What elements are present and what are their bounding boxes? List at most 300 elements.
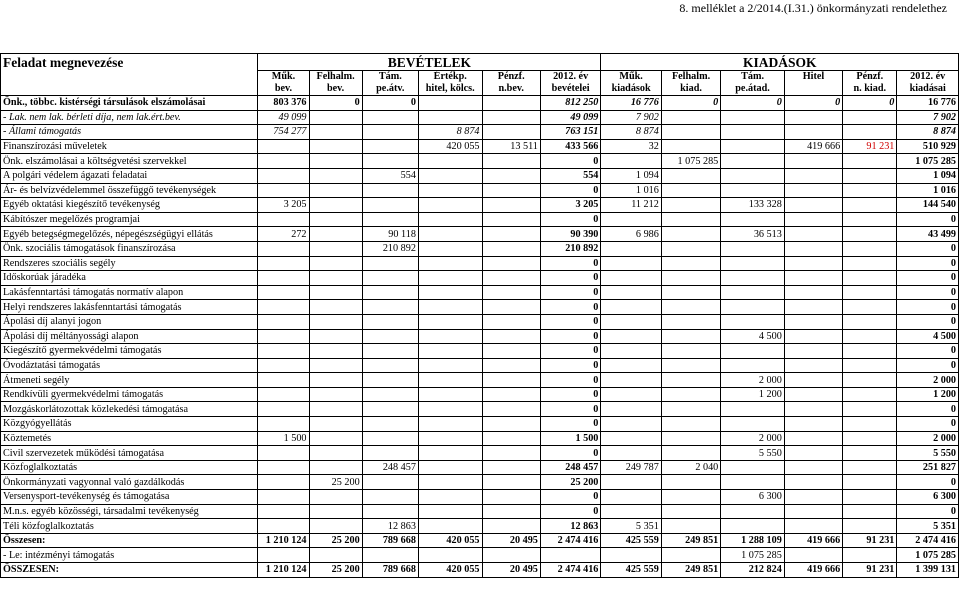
value-cell: 248 457: [540, 460, 601, 475]
table-row: [1, 154, 959, 169]
value-cell: 249 851: [661, 563, 720, 578]
value-cell: 8 874: [418, 125, 482, 140]
value-cell: [482, 431, 540, 446]
value-cell: 1 075 285: [897, 154, 959, 169]
value-cell: [661, 271, 720, 286]
value-cell: 91 231: [843, 563, 897, 578]
value-cell: [362, 110, 418, 125]
value-cell: [309, 504, 362, 519]
value-cell: 1 288 109: [721, 533, 785, 548]
table-row: [1, 373, 959, 388]
value-cell: 5 550: [721, 446, 785, 461]
value-cell: 0: [540, 490, 601, 505]
column-header-bottom: pe.átad.: [721, 83, 785, 96]
value-cell: [362, 300, 418, 315]
row-label: - Állami támogatás: [1, 125, 258, 140]
value-cell: [418, 154, 482, 169]
value-cell: [258, 344, 309, 359]
value-cell: 6 300: [897, 490, 959, 505]
table-row: [1, 227, 959, 242]
value-cell: [309, 227, 362, 242]
value-cell: [418, 329, 482, 344]
row-label: Mozgáskorlátozottak közlekedési támogatása: [1, 402, 258, 417]
value-cell: 144 540: [897, 198, 959, 213]
value-cell: [843, 344, 897, 359]
value-cell: [661, 490, 720, 505]
value-cell: [309, 387, 362, 402]
value-cell: [482, 110, 540, 125]
value-cell: [601, 212, 661, 227]
value-cell: [661, 285, 720, 300]
value-cell: [721, 300, 785, 315]
column-header-top: Hitel: [784, 71, 842, 84]
value-cell: [418, 168, 482, 183]
value-cell: [362, 256, 418, 271]
value-cell: [309, 329, 362, 344]
value-cell: [661, 241, 720, 256]
row-label: Óvodáztatási támogatás: [1, 358, 258, 373]
value-cell: [661, 519, 720, 534]
value-cell: [418, 212, 482, 227]
value-cell: [843, 271, 897, 286]
value-cell: [721, 519, 785, 534]
table-row: [1, 387, 959, 402]
value-cell: 0: [897, 271, 959, 286]
value-cell: [843, 402, 897, 417]
value-cell: 16 776: [601, 96, 661, 111]
value-cell: [258, 212, 309, 227]
value-cell: [482, 446, 540, 461]
value-cell: [482, 373, 540, 388]
value-cell: [309, 110, 362, 125]
value-cell: [309, 314, 362, 329]
table-row: [1, 504, 959, 519]
value-cell: [661, 168, 720, 183]
value-cell: [721, 256, 785, 271]
value-cell: [418, 344, 482, 359]
value-cell: 0: [540, 402, 601, 417]
value-cell: [721, 314, 785, 329]
value-cell: [309, 125, 362, 140]
value-cell: [661, 344, 720, 359]
value-cell: [843, 373, 897, 388]
value-cell: 2 474 416: [897, 533, 959, 548]
value-cell: [843, 314, 897, 329]
value-cell: [258, 358, 309, 373]
value-cell: [601, 490, 661, 505]
value-cell: [601, 417, 661, 432]
value-cell: 6 986: [601, 227, 661, 242]
value-cell: 4 500: [721, 329, 785, 344]
value-cell: 1 210 124: [258, 563, 309, 578]
value-cell: 1 399 131: [897, 563, 959, 578]
value-cell: [784, 519, 842, 534]
row-label: Közfoglalkoztatás: [1, 460, 258, 475]
value-cell: [601, 475, 661, 490]
value-cell: [258, 475, 309, 490]
value-cell: 419 666: [784, 139, 842, 154]
value-cell: [601, 431, 661, 446]
value-cell: 812 250: [540, 96, 601, 111]
value-cell: [784, 300, 842, 315]
value-cell: [418, 446, 482, 461]
value-cell: 0: [540, 212, 601, 227]
value-cell: 272: [258, 227, 309, 242]
column-header-top: Tám.: [721, 71, 785, 84]
table-row: [1, 431, 959, 446]
value-cell: 1 075 285: [661, 154, 720, 169]
value-cell: [309, 446, 362, 461]
value-cell: [843, 387, 897, 402]
value-cell: [784, 548, 842, 563]
value-cell: [784, 373, 842, 388]
row-label: Ár- és belvízvédelemmel összefüggő tevékenységek: [1, 183, 258, 198]
value-cell: [482, 300, 540, 315]
table-row: [1, 241, 959, 256]
value-cell: [661, 183, 720, 198]
value-cell: [843, 329, 897, 344]
value-cell: [418, 358, 482, 373]
value-cell: 420 055: [418, 533, 482, 548]
value-cell: 2 000: [721, 431, 785, 446]
budget-table: [0, 53, 959, 578]
expenditures-group-header: KIADÁSOK: [601, 54, 959, 71]
table-row: [1, 300, 959, 315]
value-cell: [784, 431, 842, 446]
value-cell: [258, 460, 309, 475]
value-cell: [601, 548, 661, 563]
value-cell: [661, 314, 720, 329]
value-cell: [601, 373, 661, 388]
value-cell: 1 500: [258, 431, 309, 446]
row-label: ÖSSZESEN:: [1, 563, 258, 578]
value-cell: [482, 96, 540, 111]
value-cell: 433 566: [540, 139, 601, 154]
value-cell: [661, 548, 720, 563]
value-cell: 0: [540, 329, 601, 344]
value-cell: 763 151: [540, 125, 601, 140]
value-cell: 0: [540, 417, 601, 432]
value-cell: [362, 212, 418, 227]
value-cell: [843, 475, 897, 490]
value-cell: [784, 460, 842, 475]
value-cell: [482, 504, 540, 519]
value-cell: 0: [843, 96, 897, 111]
row-label: Önkormányzati vagyonnal való gazdálkodás: [1, 475, 258, 490]
decree-annex-note: 8. melléklet a 2/2014.(I.31.) önkormányzati rendelethez: [679, 1, 947, 15]
row-label: Lakásfenntartási támogatás normatív alapon: [1, 285, 258, 300]
value-cell: [784, 504, 842, 519]
value-cell: 20 495: [482, 533, 540, 548]
value-cell: [661, 198, 720, 213]
value-cell: [482, 183, 540, 198]
column-header-bottom: bev.: [258, 83, 309, 96]
value-cell: [721, 417, 785, 432]
value-cell: [362, 402, 418, 417]
value-cell: [258, 300, 309, 315]
value-cell: [258, 548, 309, 563]
blank-header-cell: [1, 83, 258, 96]
table-row: [1, 519, 959, 534]
column-header-bottom: kiadásai: [897, 83, 959, 96]
value-cell: 133 328: [721, 198, 785, 213]
value-cell: 36 513: [721, 227, 785, 242]
value-cell: 251 827: [897, 460, 959, 475]
value-cell: [843, 504, 897, 519]
value-cell: 1 094: [897, 168, 959, 183]
header-row-1: [1, 71, 959, 84]
value-cell: [362, 504, 418, 519]
task-title-header: Feladat megnevezése: [1, 54, 258, 71]
value-cell: [721, 125, 785, 140]
row-label: Civil szervezetek működési támogatása: [1, 446, 258, 461]
value-cell: [661, 256, 720, 271]
value-cell: [661, 227, 720, 242]
value-cell: [309, 402, 362, 417]
row-label: Finanszírozási műveletek: [1, 139, 258, 154]
value-cell: [362, 154, 418, 169]
value-cell: 0: [540, 256, 601, 271]
value-cell: 0: [721, 96, 785, 111]
value-cell: 248 457: [362, 460, 418, 475]
value-cell: [309, 154, 362, 169]
value-cell: [661, 212, 720, 227]
row-label: Kiegészítő gyermekvédelmi támogatás: [1, 344, 258, 359]
value-cell: 2 000: [721, 373, 785, 388]
value-cell: [362, 271, 418, 286]
value-cell: [482, 329, 540, 344]
header-row-groups: [1, 54, 959, 71]
value-cell: [601, 402, 661, 417]
row-label: Ápolási díj alanyi jogon: [1, 314, 258, 329]
value-cell: [418, 241, 482, 256]
value-cell: [661, 125, 720, 140]
value-cell: 11 212: [601, 198, 661, 213]
value-cell: 210 892: [362, 241, 418, 256]
column-header-top: Műk.: [601, 71, 661, 84]
value-cell: [784, 475, 842, 490]
value-cell: [309, 460, 362, 475]
value-cell: [362, 417, 418, 432]
value-cell: [418, 300, 482, 315]
table-row: [1, 256, 959, 271]
column-header-bottom: n.bev.: [482, 83, 540, 96]
value-cell: [258, 285, 309, 300]
value-cell: [601, 300, 661, 315]
value-cell: [362, 314, 418, 329]
value-cell: [258, 504, 309, 519]
value-cell: 0: [897, 241, 959, 256]
value-cell: 43 499: [897, 227, 959, 242]
table-row: [1, 198, 959, 213]
value-cell: [309, 285, 362, 300]
row-label: Egyéb oktatási kiegészítő tevékenység: [1, 198, 258, 213]
value-cell: [482, 387, 540, 402]
value-cell: [784, 241, 842, 256]
value-cell: 16 776: [897, 96, 959, 111]
table-row: [1, 212, 959, 227]
value-cell: [309, 256, 362, 271]
row-label: Téli közfoglalkoztatás: [1, 519, 258, 534]
value-cell: 420 055: [418, 563, 482, 578]
value-cell: [362, 198, 418, 213]
value-cell: [362, 373, 418, 388]
value-cell: [784, 490, 842, 505]
revenues-group-header: BEVÉTELEK: [258, 54, 601, 71]
value-cell: 0: [540, 358, 601, 373]
table-row: [1, 285, 959, 300]
value-cell: [258, 168, 309, 183]
value-cell: 32: [601, 139, 661, 154]
table-row: [1, 563, 959, 578]
value-cell: [482, 285, 540, 300]
column-header-bottom: [784, 83, 842, 96]
value-cell: [482, 548, 540, 563]
value-cell: [784, 329, 842, 344]
value-cell: 2 474 416: [540, 563, 601, 578]
value-cell: 25 200: [309, 563, 362, 578]
column-header-top: Műk.: [258, 71, 309, 84]
value-cell: [661, 402, 720, 417]
value-cell: [418, 198, 482, 213]
value-cell: [721, 504, 785, 519]
table-row: [1, 96, 959, 111]
value-cell: [258, 387, 309, 402]
value-cell: [661, 329, 720, 344]
value-cell: 49 099: [258, 110, 309, 125]
value-cell: 5 351: [897, 519, 959, 534]
value-cell: [418, 314, 482, 329]
value-cell: 249 851: [661, 533, 720, 548]
value-cell: [601, 154, 661, 169]
value-cell: [601, 314, 661, 329]
value-cell: [661, 300, 720, 315]
value-cell: 49 099: [540, 110, 601, 125]
column-header-bottom: hitel, kölcs.: [418, 83, 482, 96]
value-cell: [258, 139, 309, 154]
value-cell: [362, 490, 418, 505]
column-header-top: Felhalm.: [309, 71, 362, 84]
value-cell: 7 902: [897, 110, 959, 125]
value-cell: [309, 373, 362, 388]
value-cell: [721, 285, 785, 300]
value-cell: [362, 358, 418, 373]
column-header-top: 2012. év: [897, 71, 959, 84]
value-cell: [418, 431, 482, 446]
value-cell: 425 559: [601, 563, 661, 578]
table-row: [1, 168, 959, 183]
value-cell: [843, 110, 897, 125]
value-cell: 789 668: [362, 533, 418, 548]
value-cell: 5 550: [897, 446, 959, 461]
value-cell: 3 205: [540, 198, 601, 213]
value-cell: 6 300: [721, 490, 785, 505]
table-row: [1, 446, 959, 461]
value-cell: [418, 504, 482, 519]
value-cell: [362, 446, 418, 461]
value-cell: 1 075 285: [721, 548, 785, 563]
value-cell: [784, 198, 842, 213]
value-cell: [362, 387, 418, 402]
value-cell: [843, 490, 897, 505]
value-cell: [661, 504, 720, 519]
value-cell: [843, 212, 897, 227]
value-cell: [784, 168, 842, 183]
value-cell: 25 200: [309, 533, 362, 548]
value-cell: [418, 460, 482, 475]
value-cell: [784, 344, 842, 359]
value-cell: [540, 548, 601, 563]
value-cell: [784, 212, 842, 227]
table-row: [1, 475, 959, 490]
row-label: Rendszeres szociális segély: [1, 256, 258, 271]
value-cell: 0: [540, 373, 601, 388]
value-cell: [721, 154, 785, 169]
value-cell: [309, 139, 362, 154]
value-cell: 90 390: [540, 227, 601, 242]
value-cell: [784, 125, 842, 140]
value-cell: [309, 271, 362, 286]
value-cell: [258, 490, 309, 505]
value-cell: [418, 519, 482, 534]
table-row: [1, 125, 959, 140]
value-cell: [482, 519, 540, 534]
value-cell: [482, 154, 540, 169]
value-cell: [309, 241, 362, 256]
value-cell: [843, 431, 897, 446]
value-cell: [721, 110, 785, 125]
value-cell: [601, 329, 661, 344]
row-label: Összesen:: [1, 533, 258, 548]
value-cell: [661, 110, 720, 125]
row-label: Közgyógyellátás: [1, 417, 258, 432]
value-cell: [362, 548, 418, 563]
table-row: [1, 329, 959, 344]
value-cell: [843, 446, 897, 461]
row-label: Versenysport-tevékenység és támogatása: [1, 490, 258, 505]
value-cell: [601, 358, 661, 373]
value-cell: [721, 271, 785, 286]
value-cell: [784, 154, 842, 169]
value-cell: [482, 344, 540, 359]
value-cell: [661, 358, 720, 373]
value-cell: [362, 431, 418, 446]
value-cell: [661, 387, 720, 402]
value-cell: 5 351: [601, 519, 661, 534]
column-header-bottom: n. kiad.: [843, 83, 897, 96]
table-row: [1, 271, 959, 286]
value-cell: 419 666: [784, 563, 842, 578]
value-cell: [661, 139, 720, 154]
value-cell: 1 200: [897, 387, 959, 402]
value-cell: 1 200: [721, 387, 785, 402]
value-cell: 1 210 124: [258, 533, 309, 548]
value-cell: [482, 358, 540, 373]
row-label: Ápolási díj méltányossági alapon: [1, 329, 258, 344]
value-cell: [418, 256, 482, 271]
row-label: M.n.s. egyéb közösségi, társadalmi tevékenység: [1, 504, 258, 519]
value-cell: [843, 227, 897, 242]
value-cell: [309, 344, 362, 359]
value-cell: [721, 212, 785, 227]
value-cell: 803 376: [258, 96, 309, 111]
value-cell: 0: [540, 344, 601, 359]
value-cell: [843, 256, 897, 271]
table-row: [1, 533, 959, 548]
value-cell: [258, 241, 309, 256]
value-cell: [843, 358, 897, 373]
column-header-bottom: kiadások: [601, 83, 661, 96]
